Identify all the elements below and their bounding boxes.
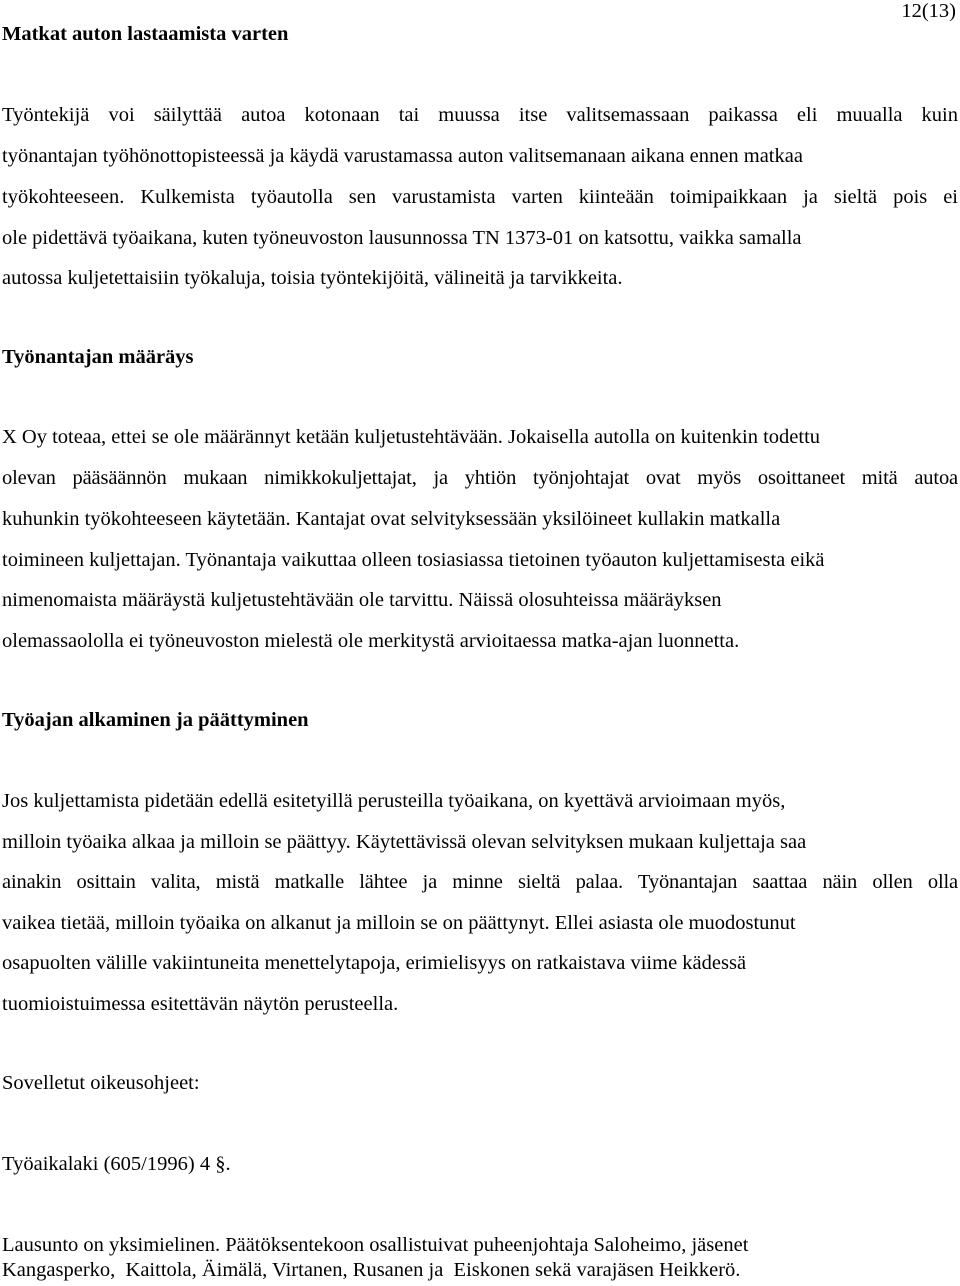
text-line: ole pidettävä työaikana, kuten työneuvoston lausunnossa TN 1373-01 on katsottu, vaikka samalla	[2, 227, 802, 249]
text-line: Kangasperko, Kaittola, Äimälä, Virtanen, Rusanen ja Eiskonen sekä varajäsen Heikkerö.	[2, 1259, 741, 1281]
section-heading-employer-order: Työnantajan määräys	[2, 346, 194, 368]
text-line: autossa kuljetettaisiin työkaluja, toisia työntekijöitä, välineitä ja tarvikkeita.	[2, 267, 623, 289]
section-heading-working-time: Työajan alkaminen ja päättyminen	[2, 709, 309, 731]
text-line: työkohteeseen. Kulkemista työautolla sen varustamista varten kiinteään toimipaikkaan ja sieltä pois ei	[2, 186, 958, 208]
applied-law-label: Sovelletut oikeusohjeet:	[2, 1072, 200, 1094]
text-line: nimenomaista määräystä kuljetustehtävään ole tarvittu. Näissä olosuhteissa määräyksen	[2, 589, 722, 611]
text-line: toimineen kuljettajan. Työnantaja vaikuttaa olleen tosiasiassa tietoinen työauton kuljettamisesta eikä	[2, 549, 825, 571]
text-line: milloin työaika alkaa ja milloin se päättyy. Käytettävissä olevan selvityksen mukaan kuljettaja saa	[2, 831, 807, 853]
text-line: vaikea tietää, milloin työaika on alkanut ja milloin se on päättynyt. Ellei asiasta ole muodostunut	[2, 912, 796, 934]
text-line: olemassaololla ei työneuvoston mielestä ole merkitystä arvioitaessa matka-ajan luonnetta.	[2, 630, 740, 652]
text-line: osapuolten välille vakiintuneita menettelytapoja, erimielisyys on ratkaistava viime kädessä	[2, 952, 747, 974]
text-line: X Oy toteaa, ettei se ole määrännyt ketään kuljetustehtävään. Jokaisella autolla on kuitenkin todettu	[2, 426, 821, 448]
text-line: tuomioistuimessa esitettävän näytön perusteella.	[2, 993, 399, 1015]
applied-law-reference: Työaikalaki (605/1996) 4 §.	[2, 1153, 231, 1175]
text-line: Lausunto on yksimielinen. Päätöksentekoon osallistuivat puheenjohtaja Saloheimo, jäsenet	[2, 1234, 749, 1256]
text-line: Jos kuljettamista pidetään edellä esitetyillä perusteilla työaikana, on kyettävä arvioimaan myös,	[2, 790, 786, 812]
text-line: työnantajan työhönottopisteessä ja käydä varustamassa auton valitsemanaan aikana ennen matkaa	[2, 145, 803, 167]
section-title-car-loading: Matkat auton lastaamista varten	[2, 23, 289, 45]
text-line: olevan pääsäännön mukaan nimikkokuljettajat, ja yhtiön työnjohtajat ovat myös osoittaneet mitä autoa	[2, 467, 958, 489]
text-line: kuhunkin työkohteeseen käytetään. Kantajat ovat selvityksessään yksilöineet kullakin matkalla	[2, 508, 781, 530]
text-line: ainakin osittain valita, mistä matkalle lähtee ja minne sieltä palaa. Työnantajan saattaa näin ollen olla	[2, 871, 958, 893]
text-line: Työntekijä voi säilyttää autoa kotonaan tai muussa itse valitsemassaan paikassa eli muualla kuin	[2, 104, 958, 126]
page-number: 12(13)	[901, 0, 956, 22]
